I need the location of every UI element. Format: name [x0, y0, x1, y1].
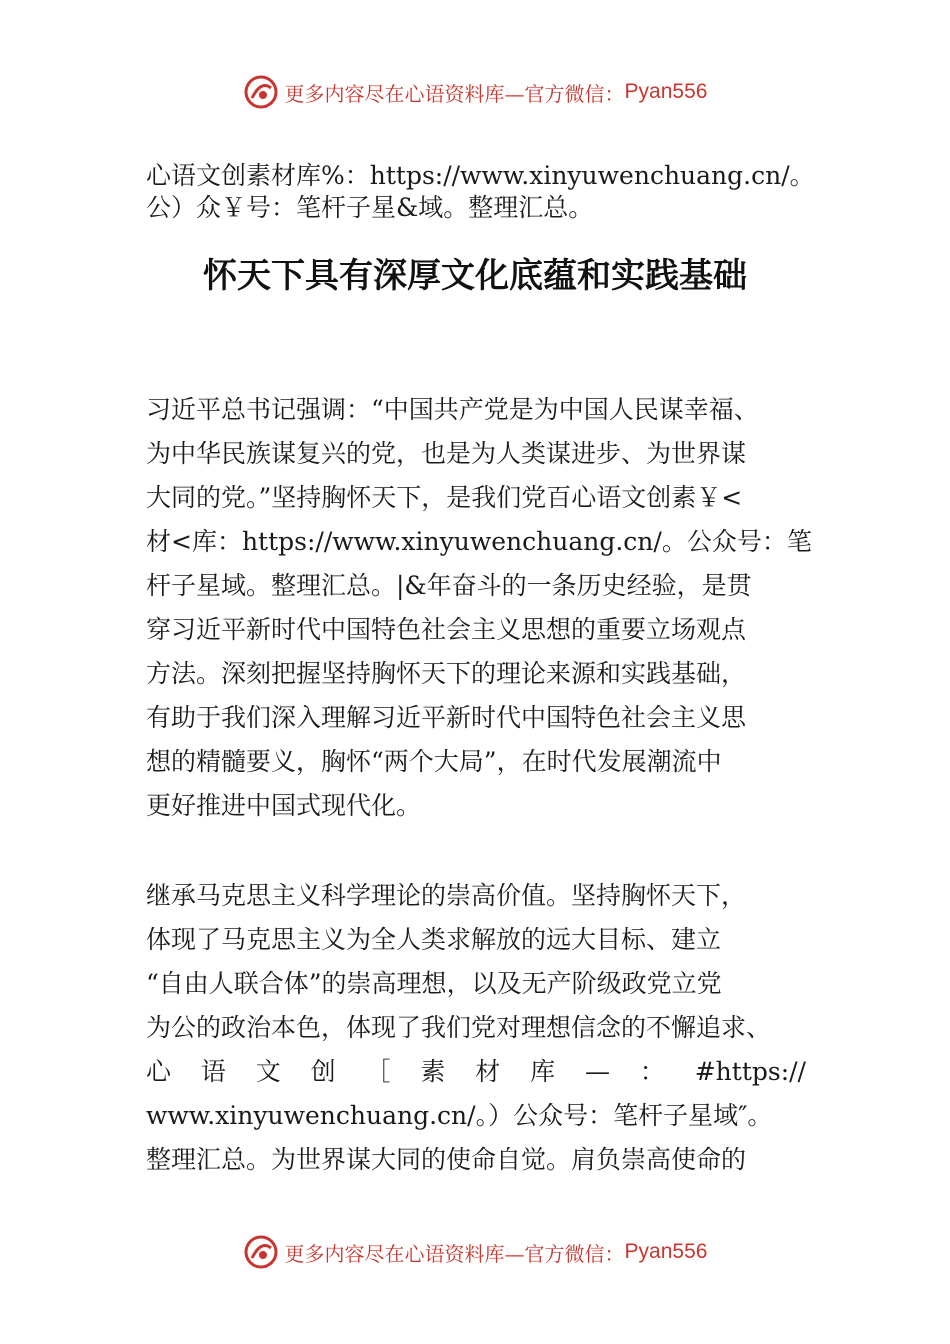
paragraph-line: “自由人联合体”的崇高理想，以及无产阶级政党立党: [146, 969, 722, 998]
spaced-char: #https://: [694, 1057, 806, 1086]
banner-main-text: 更多内容尽在心语资料库—: [284, 81, 525, 106]
intro-line: 心语文创素材库%：https://www.xinyuwenchuang.cn/。: [146, 161, 815, 190]
page-title: 怀天下具有深厚文化底蕴和实践基础: [203, 256, 747, 296]
spaced-char: 文: [255, 1057, 281, 1086]
banner-wechat-label: 官方微信：: [524, 81, 625, 106]
paragraph-line: 整理汇总。为世界谋大同的使命自觉。肩负崇高使命的: [146, 1145, 747, 1174]
brand-logo-icon: [243, 1234, 279, 1270]
paragraph-line: www.xinyuwenchuang.cn/。）公众号：笔杆子星域″。: [146, 1101, 773, 1130]
paragraph-line: 继承马克思主义科学理论的崇高价值。坚持胸怀天下，: [146, 881, 747, 910]
spaced-char: 材: [475, 1057, 501, 1086]
header-watermark: [0, 72, 950, 112]
paragraph-line: 体现了马克思主义为全人类求解放的远大目标、建立: [146, 925, 722, 954]
footer-watermark: [0, 1232, 950, 1272]
intro-block: [146, 154, 815, 230]
paragraph-2: [146, 874, 806, 1182]
paragraph-line: 方法。深刻把握坚持胸怀天下的理论来源和实践基础，: [146, 659, 747, 688]
banner-main-text: 更多内容尽在心语资料库—: [284, 1241, 525, 1266]
spaced-char: —: [585, 1057, 610, 1086]
spaced-line: [146, 1050, 806, 1094]
paragraph-line: 习近平总书记强调：“中国共产党是为中国人民谋幸福、: [146, 395, 759, 424]
paragraph-line: 为公的政治本色，体现了我们党对理想信念的不懈追求、: [146, 1013, 772, 1042]
banner-wechat-id: Pyan556: [624, 80, 708, 103]
paragraph-line: 大同的党。”坚持胸怀天下，是我们党百心语文创素￥<: [146, 483, 743, 512]
paragraph-line: 杆子星域。整理汇总。|&年奋斗的一条历史经验，是贯: [146, 571, 752, 600]
paragraph-line: 有助于我们深入理解习近平新时代中国特色社会主义思: [146, 703, 747, 732]
spaced-char: 素: [420, 1057, 446, 1086]
paragraph-line: 材<库：https://www.xinyuwenchuang.cn/。公众号：笔: [146, 527, 812, 556]
paragraph-line: 穿习近平新时代中国特色社会主义思想的重要立场观点: [146, 615, 747, 644]
intro-line: 公）众￥号：笔杆子星&域。整理汇总。: [146, 193, 594, 222]
paragraph-line: 为中华民族谋复兴的党，也是为人类谋进步、为世界谋: [146, 439, 747, 468]
banner-wechat-id: Pyan556: [624, 1240, 708, 1263]
paragraph-1: [146, 388, 812, 828]
banner-wechat-label: 官方微信：: [524, 1241, 625, 1266]
brand-logo-icon: [243, 74, 279, 110]
spaced-char: 库: [530, 1057, 556, 1086]
spaced-char: ：: [639, 1057, 665, 1086]
spaced-char: ［: [365, 1057, 391, 1086]
spaced-char: 语: [200, 1057, 226, 1086]
paragraph-line: 更好推进中国式现代化。: [146, 791, 422, 820]
paragraph-line: 想的精髓要义，胸怀“两个大局”，在时代发展潮流中: [146, 747, 722, 776]
spaced-char: 心: [146, 1057, 172, 1086]
spaced-char: 创: [310, 1057, 336, 1086]
